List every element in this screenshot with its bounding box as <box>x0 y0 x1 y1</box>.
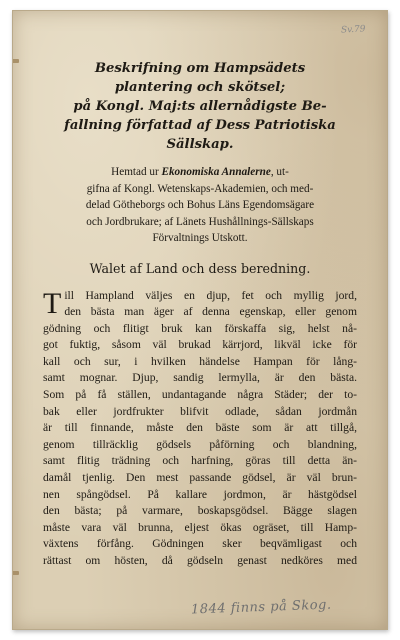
document-title <box>43 59 357 154</box>
body-line: got fuktig, såsom väl brukad kärrjord, likväl icke för <box>43 338 357 352</box>
drop-cap: T <box>43 286 62 320</box>
body-line: måste vara väl brunna, eljest ökas ogräset, till Hamp- <box>43 520 357 534</box>
subtitle-line: och Jordbrukare; af Länets Hushållnings-Sällskaps <box>86 215 314 228</box>
body-text <box>43 288 357 570</box>
title-line: på Kongl. Maj:ts allernådigste Be- <box>73 99 327 114</box>
body-line: gödning och flitigt bruk kan förskaffa sig, helst nå- <box>43 321 357 335</box>
document-page <box>12 10 388 630</box>
body-line: rättast om hösten, då gödseln genast nedköres med <box>43 554 357 567</box>
body-line: Som på få ställen, undantagande några Städer; der to- <box>43 388 357 402</box>
body-line: samt mognar. Djup, sandig lermylla, är den bästa. <box>43 371 357 385</box>
body-line: den bästa; på varmare, boskapsgödsel. Bägge slagen <box>43 504 357 518</box>
title-line: Beskrifning om Hampsädets <box>94 61 306 76</box>
body-line: samt flitig trädning och harfning, göras till detta än- <box>43 454 357 468</box>
subtitle-line <box>43 164 357 181</box>
title-line: plantering och skötsel; <box>114 80 286 95</box>
subtitle-prefix: Hemtad ur <box>111 166 159 178</box>
pencil-annotation-corner: Sv.79 <box>340 24 366 36</box>
subtitle-line: delad Götheborgs och Bohus Läns Egendomsägare <box>85 199 315 211</box>
body-line: genom tillräcklig gödsels påförning och blandning, <box>43 437 357 451</box>
body-line: växtens förfång. Gödningen sker beqvämligast och <box>43 537 357 551</box>
binding-stitch <box>12 59 19 63</box>
page-content <box>43 59 357 570</box>
title-line: fallning författad af Dess Patriotiska <box>64 118 336 133</box>
body-line: damål tjenlig. Den mest passande gödsel, är väl brun- <box>43 471 357 485</box>
body-line: ill Hampland väljes en djup, fet och myllig jord, <box>64 288 357 302</box>
body-line: den bästa man äger af denna egenskap, eller genom <box>64 305 357 319</box>
subtitle-line: Förvaltnings Utskott. <box>152 232 248 244</box>
subtitle-suffix: , ut- <box>270 166 289 178</box>
pencil-annotation-bottom: 1844 finns på Skog. <box>190 597 332 618</box>
body-line: nen spångödsel. På kallare jordmon, är hästgödsel <box>43 487 357 501</box>
body-line: är till finnande, måste den bäste som är att tillgå, <box>43 421 357 435</box>
subtitle-line: gifna af Kongl. Wetenskaps-Akademien, och med- <box>86 182 314 195</box>
section-heading: Walet af Land och dess beredning. <box>89 260 311 276</box>
journal-name: Ekonomiska Annalerne <box>161 166 271 178</box>
body-line: kall och sur, i hvilken händelse Hampan för lång- <box>43 354 357 368</box>
subtitle-block <box>43 164 357 247</box>
binding-stitch <box>12 571 19 575</box>
body-line: bak eller jordfrukter blifvit odlade, sådan jordmån <box>43 404 357 418</box>
title-line: Sällskap. <box>166 137 234 152</box>
